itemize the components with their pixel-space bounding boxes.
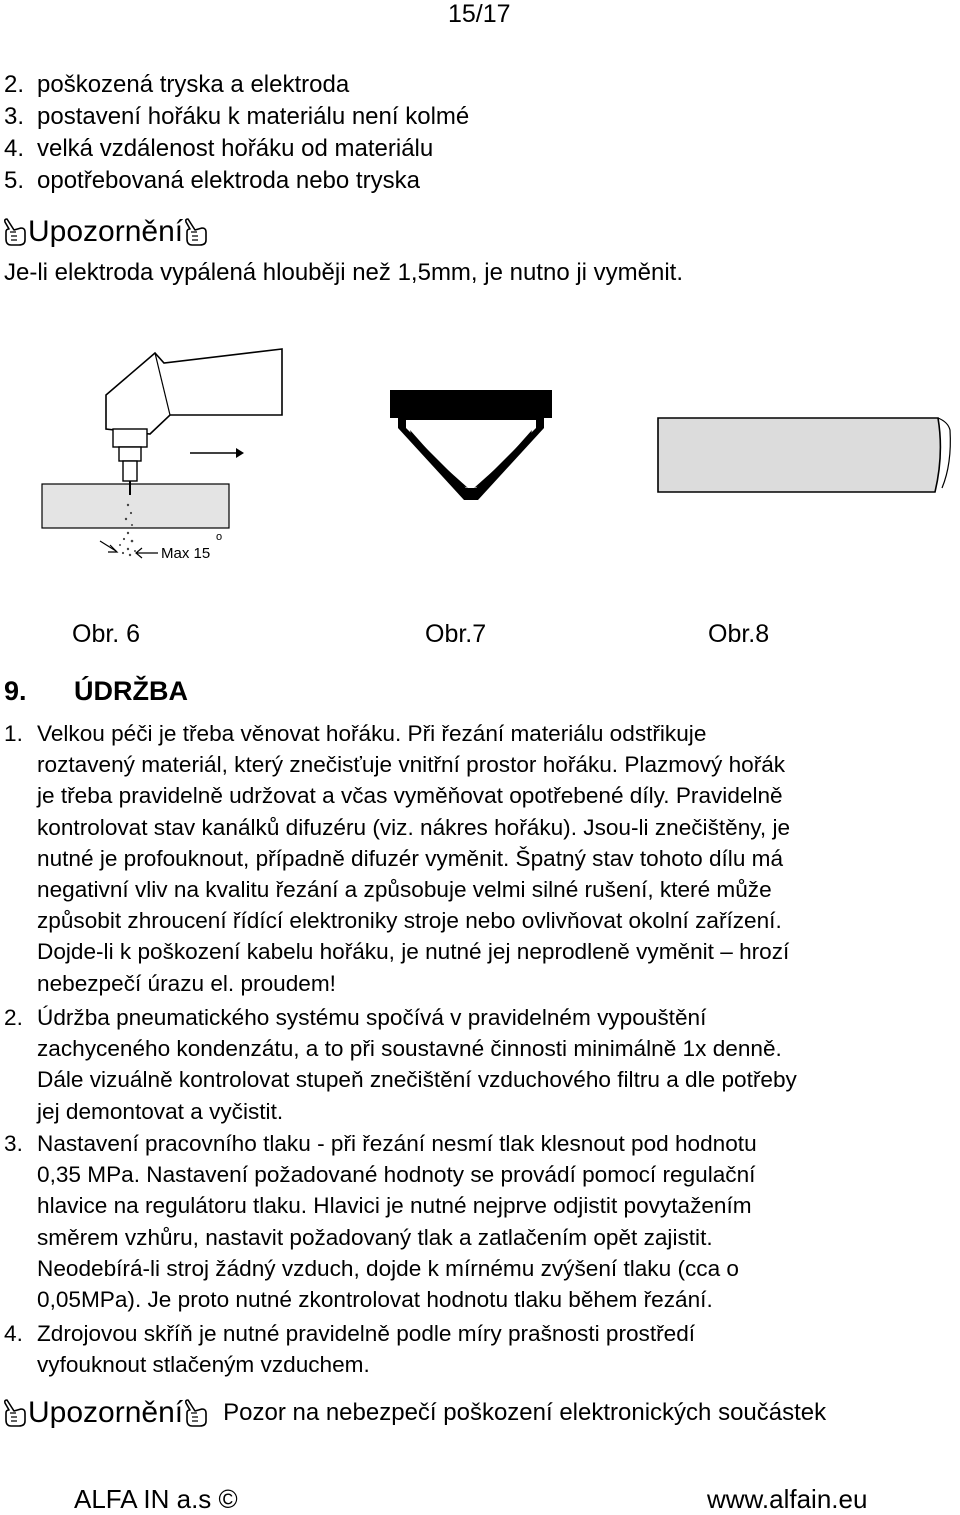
page-number: 15/17	[448, 0, 511, 28]
maintenance-item-4: 4. Zdrojovou skříň je nutné pravidelně podle míry prašnosti prostředí vyfouknout stlačeným vzduchem.	[4, 1321, 696, 1378]
maintenance-item-2: 2. Údržba pneumatického systému spočívá v pravidelném vypouštění zachyceného kondenzátu, a to při soustavné činnosti minimálně 1x denně. Dále vizuálně kontrolovat stupeň znečištění vzduchového filtru a dle potřeby jej demontovat a vyčistit.	[4, 1005, 797, 1124]
caption-obr6: Obr. 6	[72, 620, 141, 648]
pointing-hand-icon	[183, 217, 209, 247]
degree-mark: o	[216, 531, 223, 543]
list-item: 4. velká vzdálenost hořáku od materiálu	[4, 135, 434, 162]
maintenance-item-1: 1. Velkou péči je třeba věnovat hořáku. Při řezání materiálu odstřikuje roztavený materiál, který znečisťuje vnitřní prostor hořáku. Plazmový hořák je třeba pravidelně udržovat a včas vyměňovat opotřebené díly. Pravidelně kontrolovat stav kanálků difuzéru (viz. nákres hořáku). Jsou-li znečištěny, je nutné je profouknout, případně difuzér vyměnit. Špatný stav tohoto dílu má negativní vliv na kvalitu řezání a způsobuje velmi silné rušení, které může způsobit zhroucení řídící elektroniky stroje nebo ovlivňovat okolní zařízení. Dojde-li k poškození kabelu hořáku, je nutné jej neprodleně vyměnit – hrozí nebezpečí úrazu el. proudem!	[4, 721, 791, 996]
list-item: 3. postavení hořáku k materiálu není kolmé	[4, 103, 470, 130]
warning-label: Upozornění	[28, 215, 184, 248]
warning-footer	[2, 1396, 826, 1430]
warning-heading	[2, 215, 209, 249]
caption-obr7: Obr.7	[425, 620, 487, 648]
electrode-note: Je-li elektroda vypálená hlouběji než 1,5mm, je nutno ji vyměnit.	[4, 259, 684, 286]
figure-electrode	[656, 414, 952, 496]
maintenance-item-3: 3. Nastavení pracovního tlaku - při řezání nesmí tlak klesnout pod hodnotu 0,35 MPa. Nastavení požadované hodnoty se provádí pomocí regulační hlavice na regulátoru tlaku. Hlavici je nutné nejprve odjistit povytažením směrem vzhůru, nastavit požadovaný tlak a zatlačením opět zajistit. Neodebírá-li stroj žádný vzduch, dojde k mírnému zvýšení tlaku (cca o 0,05MPa). Je proto nutné zkontrolovat hodnotu tlaku během řezání.	[4, 1131, 757, 1313]
pointing-hand-icon	[183, 1398, 209, 1428]
figure-torch-angle	[40, 345, 290, 575]
warning-text: Pozor na nebezpečí poškození elektronických součástek	[223, 1399, 827, 1426]
list-item: 5. opotřebovaná elektroda nebo tryska	[4, 167, 420, 194]
pointing-hand-icon	[2, 1398, 28, 1428]
footer-website[interactable]: www.alfain.eu	[707, 1484, 868, 1514]
section-heading: 9. ÚDRŽBA	[4, 676, 188, 706]
figure-nozzle-section	[388, 388, 554, 508]
pointing-hand-icon	[2, 217, 28, 247]
footer-company: ALFA IN a.s ©	[74, 1484, 238, 1514]
list-item: 2. poškozená tryska a elektroda	[4, 71, 350, 98]
angle-label: Max 15	[161, 545, 211, 562]
warning-label: Upozornění	[28, 1396, 184, 1429]
caption-obr8: Obr.8	[708, 620, 770, 648]
